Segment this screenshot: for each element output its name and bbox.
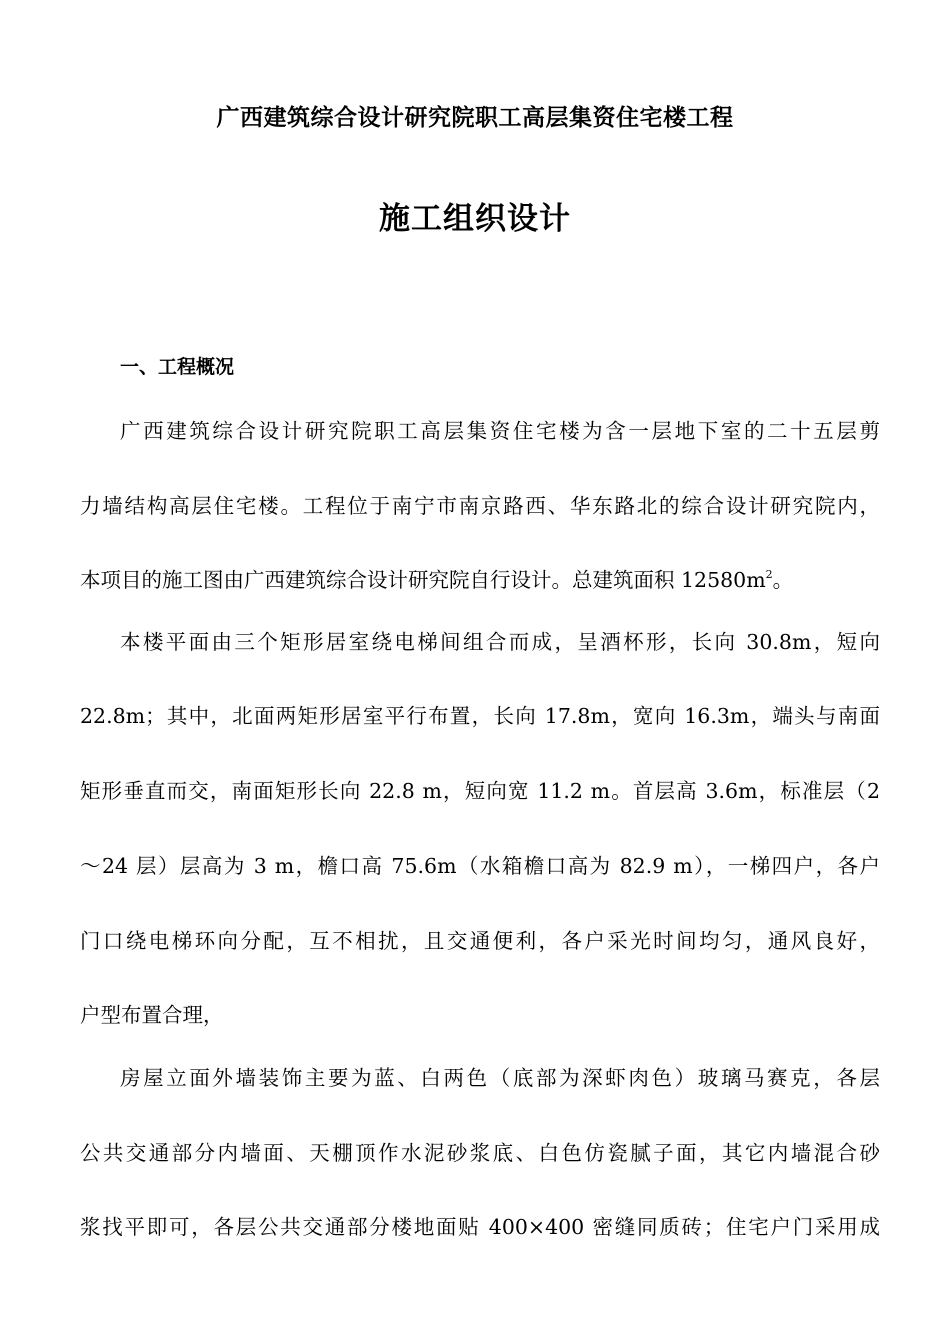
paragraph-2-line-3: 矩形垂直而交，南面矩形长向 22.8 m，短向宽 11.2 m。首层高 3.6m，标准层（2 xyxy=(80,779,880,803)
section-heading: 一、工程概况 xyxy=(120,356,235,378)
paragraph-1-line-3-end: 。 xyxy=(772,568,794,592)
paragraph-1-line-3 xyxy=(80,565,880,595)
document-title: 广西建筑综合设计研究院职工高层集资住宅楼工程 xyxy=(216,105,734,131)
paragraph-2-line-1: 本楼平面由三个矩形居室绕电梯间组合而成，呈酒杯形，长向 30.8m，短向 xyxy=(120,630,880,654)
paragraph-2-line-2: 22.8m；其中，北面两矩形居室平行布置，长向 17.8m，宽向 16.3m，端头与南面 xyxy=(80,704,880,728)
paragraph-2-line-5: 门口绕电梯环向分配，互不相扰，且交通便利，各户采光时间均匀，通风良好， xyxy=(80,929,880,953)
paragraph-1-line-2: 力墙结构高层住宅楼。工程位于南宁市南京路西、华东路北的综合设计研究院内， xyxy=(80,494,880,518)
paragraph-3-line-1: 房屋立面外墙装饰主要为蓝、白两色（底部为深虾肉色）玻璃马赛克，各层 xyxy=(120,1066,880,1090)
paragraph-1-line-3-text: 本项目的施工图由广西建筑综合设计研究院自行设计。总建筑面积 12580m xyxy=(80,568,766,592)
paragraph-2-line-6: 户型布置合理， xyxy=(80,1003,224,1027)
paragraph-2-line-4: ～24 层）层高为 3 m，檐口高 75.6m（水箱檐口高为 82.9 m），一梯四户，各户 xyxy=(80,854,880,878)
paragraph-3-line-3: 浆找平即可，各层公共交通部分楼地面贴 400×400 密缝同质砖；住宅户门采用成 xyxy=(80,1215,880,1239)
paragraph-1-line-1: 广西建筑综合设计研究院职工高层集资住宅楼为含一层地下室的二十五层剪 xyxy=(120,419,880,443)
area-unit-superscript: 2 xyxy=(765,568,773,581)
document-subtitle: 施工组织设计 xyxy=(379,201,571,237)
paragraph-3-line-2: 公共交通部分内墙面、天棚顶作水泥砂浆底、白色仿瓷腻子面，其它内墙混合砂 xyxy=(80,1141,880,1165)
